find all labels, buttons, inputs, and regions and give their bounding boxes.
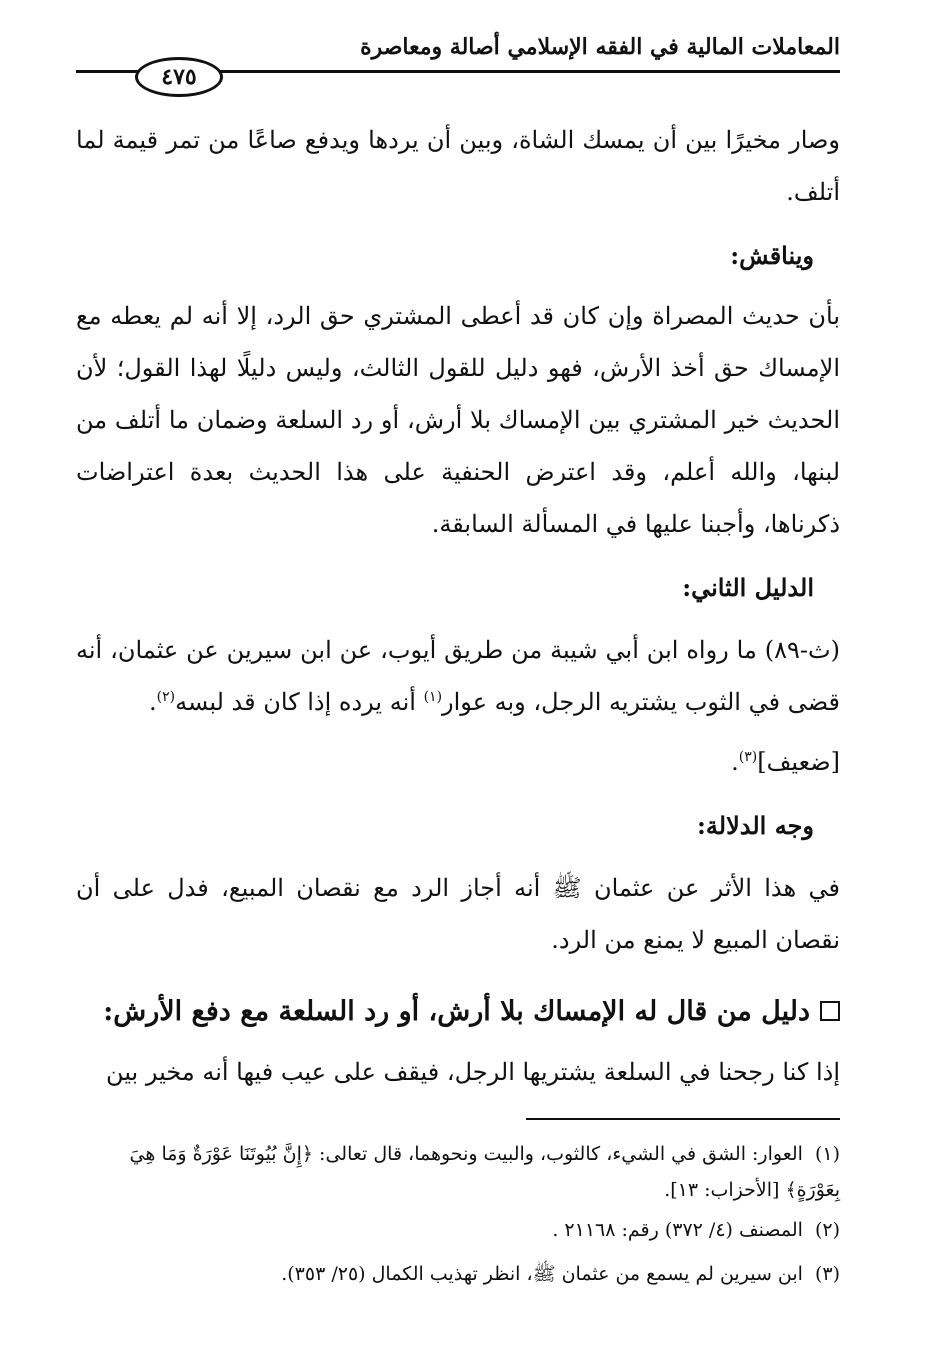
footnote-3-number: (٣) — [814, 1263, 840, 1285]
grading-end: . — [731, 748, 739, 776]
paragraph-6: إذا كنا رجحنا في السلعة يشتريها الرجل، فيقف على عيب فيها أنه مخير بين — [106, 1058, 840, 1086]
grading-line — [76, 736, 840, 788]
section-heading-text: دليل من قال له الإمساك بلا أرش، أو رد السلعة مع دفع الأرش: — [103, 996, 810, 1027]
paragraph-3-text-a: (ث-٨٩) ما رواه ابن أبي شيبة من طريق أيوب، عن ابن سيرين عن عثمان، أنه قضى في الثوب يشتريه الرجل، وبه عوار — [76, 636, 840, 716]
footnote-ref-2[interactable]: (٢) — [156, 689, 176, 705]
footnote-3 — [76, 1256, 840, 1292]
paragraph-2: بأن حديث المصراة وإن كان قد أعطى المشتري حق الرد، إلا أنه لم يعطه مع الإمساك حق أخذ الأرش، فهو دليل للقول الثالث، وليس دليلًا لهذا القول؛ لأن الحديث خير المشتري بين الإمساك بلا أرش، أو رد السلعة وضمان ما أتلف من لبنها، والله أعلم، وقد اعترض الحنفية على هذا الحديث بعدة اعتراضات ذكرناها، وأجبنا عليها في المسألة السابقة. — [76, 302, 840, 538]
paragraph-3-end: . — [148, 688, 157, 716]
footnote-2-text: المصنف (٤/ ٣٧٢) رقم: ٢١١٦٨ . — [552, 1219, 803, 1241]
heading-yunaqash: ويناقش: — [730, 241, 814, 270]
section-heading — [76, 990, 840, 1034]
footnote-2-number: (٢) — [814, 1219, 840, 1241]
paragraph-1: وصار مخيرًا بين أن يمسك الشاة، وبين أن يردها ويدفع صاعًا من تمر قيمة لما أتلف. — [76, 126, 841, 206]
checkbox-icon — [820, 1001, 840, 1021]
footnote-2 — [76, 1212, 840, 1248]
paragraph-5: في هذا الأثر عن عثمان ﷺ أنه أجاز الرد مع نقصان المبيع، فدل على أن نقصان المبيع لا يمنع من الرد. — [76, 874, 840, 954]
paragraph-3-text-b: أنه يرده إذا كان قد لبسه — [175, 688, 424, 716]
footnote-separator — [526, 1118, 840, 1120]
heading-second-evidence: الدليل الثاني: — [682, 573, 814, 602]
grading-text: [ضعيف] — [757, 748, 840, 776]
footnote-1 — [76, 1136, 840, 1208]
footnote-ref-3[interactable]: (٣) — [738, 749, 758, 765]
heading-wajh-aldalala: وجه الدلالة: — [697, 811, 814, 840]
page-number-badge: ٤٧٥ — [135, 57, 223, 97]
footnote-ref-1[interactable]: (١) — [423, 689, 443, 705]
running-header-title: المعاملات المالية في الفقه الإسلامي أصالة ومعاصرة — [360, 34, 840, 60]
footnote-1-number: (١) — [814, 1143, 840, 1165]
paragraph-3 — [76, 624, 840, 728]
footnote-3-text: ابن سيرين لم يسمع من عثمان ﷺ، انظر تهذيب الكمال (٢٥/ ٣٥٣). — [281, 1263, 803, 1285]
footnote-1-text: العوار: الشق في الشيء، كالثوب، والبيت ونحوهما، قال تعالى: ﴿إِنَّ بُيُوتَنَا عَوْرَةٌ وَمَا هِيَ بِعَوْرَةٍ﴾ [الأحزاب: ١٣]. — [129, 1143, 840, 1201]
